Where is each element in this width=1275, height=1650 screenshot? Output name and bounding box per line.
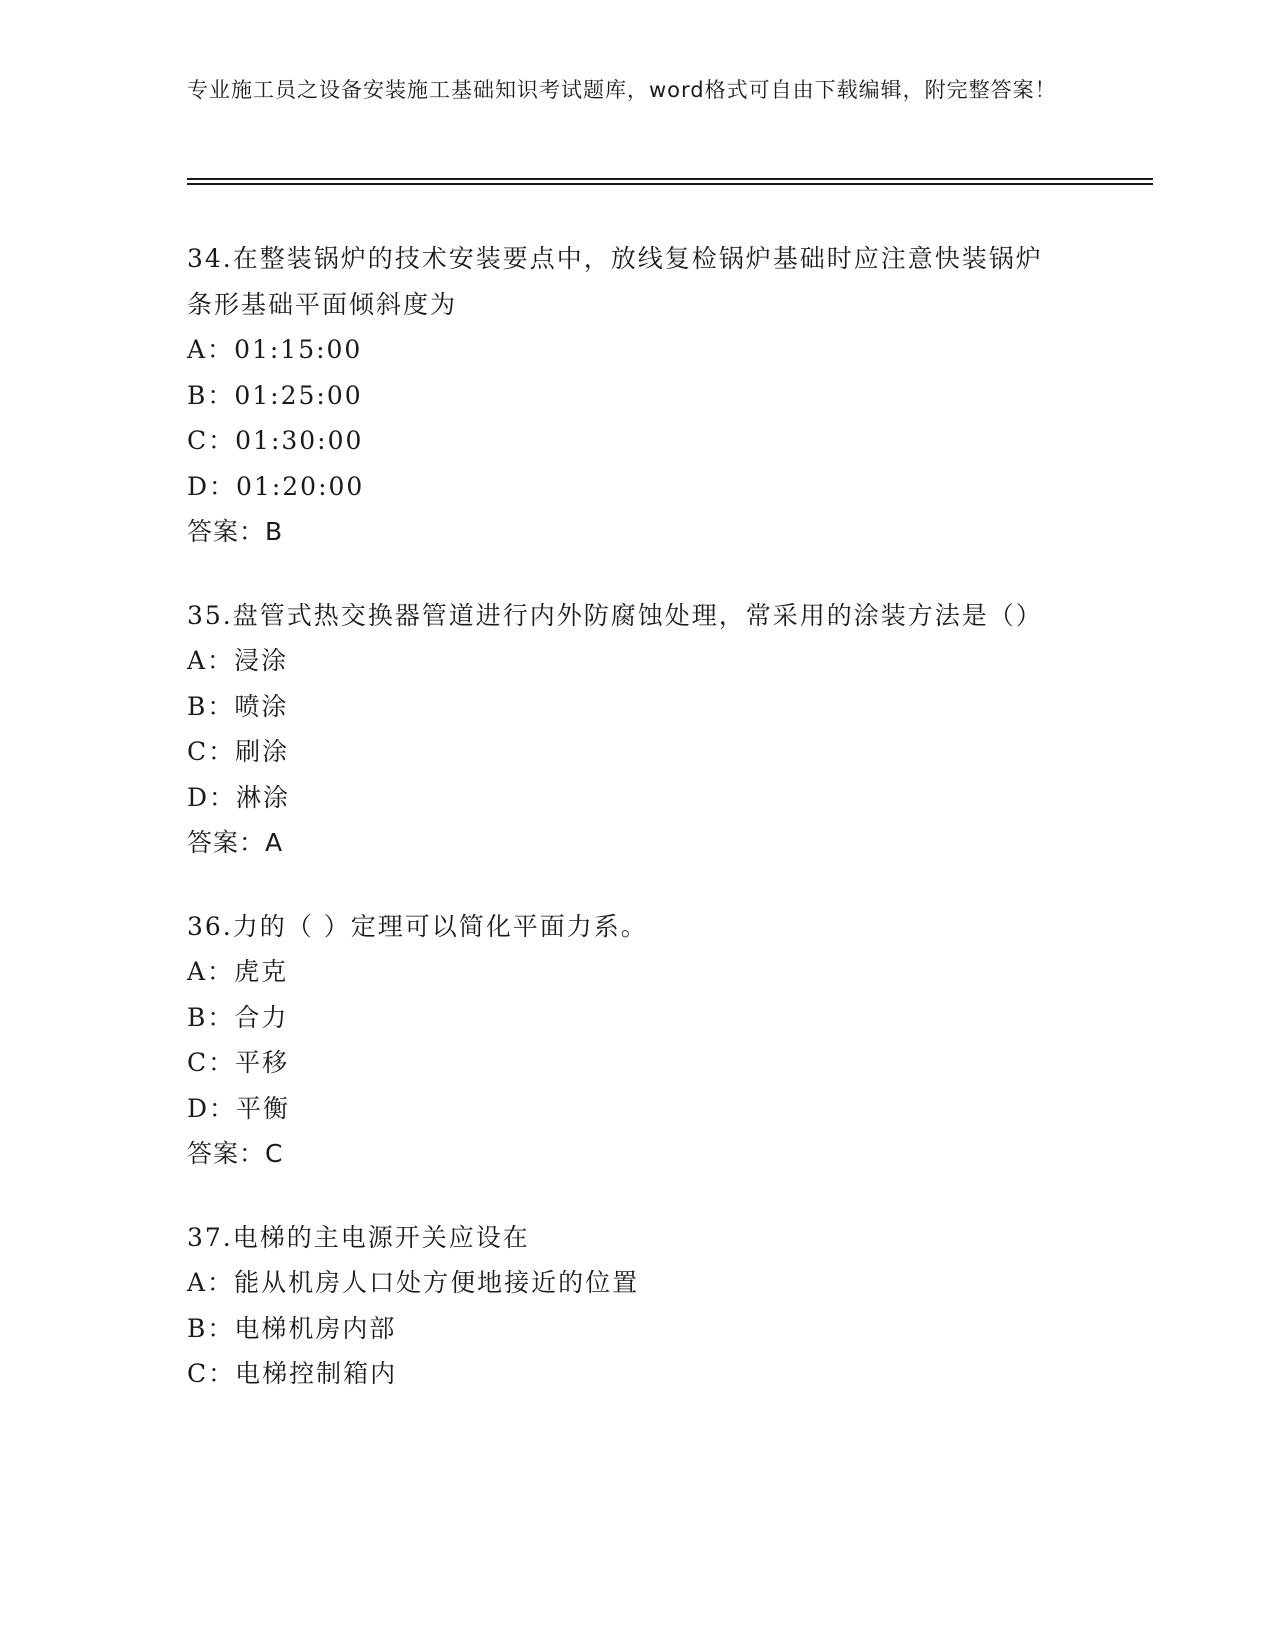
header-divider-top [187,178,1153,180]
option-label: B： [187,1002,235,1032]
option-text: 01:15:00 [234,335,363,364]
option-text: 淋涂 [236,782,291,812]
option-text: 浸涂 [234,646,289,675]
question-36 [187,904,1087,1177]
question-stem: 34.在整装锅炉的技术安装要点中，放线复检锅炉基础时应注意快装锅炉条形基础平面倾斜度为 [187,244,1043,319]
option-text: 平衡 [236,1093,291,1123]
option-text: 电梯控制箱内 [235,1359,398,1388]
answer-line: 答案：A [187,828,284,857]
option-a [187,638,1087,684]
option-c [187,1040,1087,1086]
option-a [187,949,1087,995]
option-label: B： [187,691,235,721]
option-b [187,995,1087,1041]
option-label: A： [187,646,235,675]
question-34 [187,236,1087,555]
option-text: 喷涂 [234,691,289,721]
option-text: 平移 [235,1048,290,1077]
option-text: 电梯机房内部 [234,1313,397,1343]
option-label: B： [187,1313,235,1343]
question-list [187,236,1087,1435]
option-text: 01:25:00 [234,380,363,410]
document-header: 专业施工员之设备安装施工基础知识考试题库，word格式可自由下载编辑，附完整答案！ [187,78,1057,102]
question-stem: 35.盘管式热交换器管道进行内外防腐蚀处理，常采用的涂装方法是（） [187,600,1043,630]
option-label: D： [187,782,237,812]
option-d [187,1086,1087,1132]
answer-line: 答案：B [187,517,284,546]
question-37 [187,1215,1087,1397]
option-label: A： [187,1268,235,1297]
option-c [187,418,1087,464]
option-label: C： [187,737,236,766]
option-text: 虎克 [234,957,289,986]
option-c [187,1351,1087,1397]
answer-line: 答案：C [187,1139,284,1168]
option-b [187,1306,1087,1352]
option-b [187,373,1087,419]
option-label: D： [187,1093,237,1123]
option-label: C： [187,1359,236,1388]
question-35 [187,593,1087,866]
option-c [187,729,1087,775]
option-label: A： [187,957,235,986]
option-a [187,1260,1087,1306]
option-b [187,684,1087,730]
option-label: C： [187,1048,236,1077]
question-stem: 37.电梯的主电源开关应设在 [187,1222,530,1252]
option-label: B： [187,380,235,410]
option-d [187,775,1087,821]
option-text: 能从机房人口处方便地接近的位置 [234,1268,640,1297]
option-text: 刷涂 [235,737,290,766]
header-divider-bottom [187,183,1153,185]
option-text: 合力 [234,1002,289,1032]
question-stem: 36.力的（ ）定理可以简化平面力系。 [187,911,648,941]
option-text: 01:20:00 [236,471,365,501]
option-text: 01:30:00 [235,426,364,455]
option-label: C： [187,426,236,455]
option-a [187,327,1087,373]
option-d [187,464,1087,510]
option-label: D： [187,471,237,501]
option-label: A： [187,335,235,364]
